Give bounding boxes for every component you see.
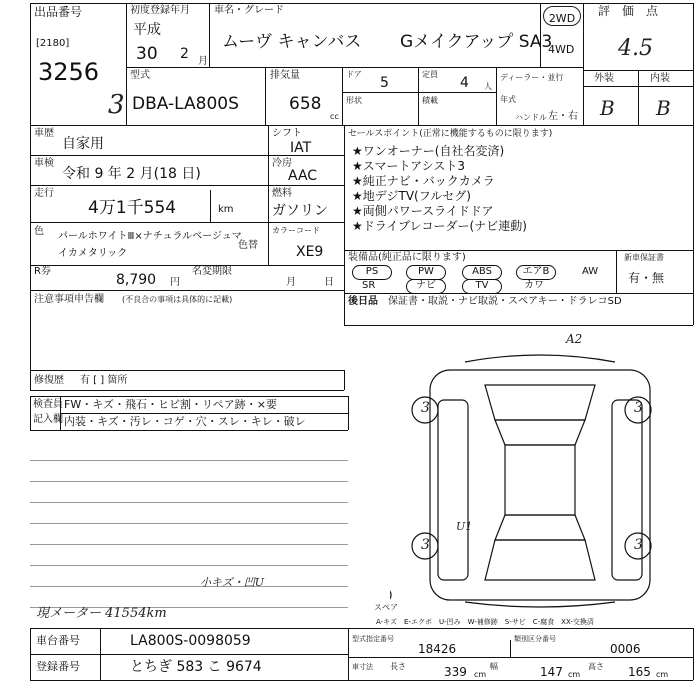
equip-abs: ABS (462, 265, 502, 280)
footer-right (693, 628, 694, 680)
footer-bottom (30, 680, 693, 681)
inspection-label: 車検 (34, 158, 54, 169)
divider-door (342, 67, 343, 125)
equip-tv: TV (462, 279, 502, 294)
sales-point-item: ★ワンオーナー(自社名変済) (352, 144, 505, 158)
inspect-top (30, 396, 348, 397)
caution-sub: (不良合の事項は具体的に記載) (122, 295, 233, 304)
right-block-border (693, 125, 694, 325)
year: 30 (136, 44, 158, 64)
inspect-right (348, 396, 349, 430)
model-label: 車名・グレード (214, 5, 284, 16)
handwritten-note-1: 小キズ・凹U (200, 576, 265, 589)
repair-label: 修復歴 (34, 375, 64, 386)
divider-score (583, 3, 584, 125)
yen-unit: 円 (170, 277, 180, 288)
car-rear-window (495, 515, 585, 540)
line-score-mid (638, 70, 639, 125)
caution-bottom (30, 370, 344, 371)
dims-label: 車寸法 (352, 663, 373, 671)
color-name-1: パールホワイトⅢ×ナチュラルベージュマ (58, 231, 242, 242)
caution-label: 注意事項申告欄 (34, 294, 104, 305)
car-trunk (485, 540, 595, 580)
lot-number: 3256 (38, 58, 100, 86)
cert-value: 18426 (418, 642, 457, 656)
repair-bottom (30, 390, 344, 391)
row-line-2 (30, 185, 344, 186)
divider-lot (126, 3, 127, 125)
divider-dealer (496, 67, 497, 125)
name-change-label: 名変期限 (192, 266, 232, 277)
row-line-4 (30, 265, 344, 266)
car-body-outline (430, 370, 650, 600)
border-top (30, 3, 693, 4)
displacement-label: 排気量 (270, 70, 300, 81)
recycle-fee: 8,790 (116, 272, 157, 288)
height-unit: cm (656, 670, 669, 679)
usage-label: 車歴 (34, 128, 54, 139)
car-roof (505, 445, 575, 515)
month-unit: 月 (198, 56, 208, 67)
damage-mark-top: A2 (566, 332, 583, 346)
fw-row: FW・キズ・飛石・ヒビ割・リペア跡・×要 (64, 398, 277, 411)
height-value: 165 (628, 665, 651, 679)
row-line-3 (30, 222, 344, 223)
sales-point-item: ★ドライブレコーダー(ナビ連動) (352, 219, 527, 233)
sales-bottom (344, 250, 693, 251)
chassis-number: LA800S-0098059 (130, 633, 251, 649)
km-unit: km (218, 204, 234, 215)
class-label: 類別区分番号 (514, 635, 556, 643)
displacement: 658 (289, 94, 322, 114)
equip-leather: カワ (524, 280, 544, 291)
accessories-text: 保証書・取説・ナビ取説・スペアキー・ドラレコSD (388, 296, 622, 307)
damage-legend: A-キズ E-エクボ U-凹み W-補修跡 S-サビ C-腐食 XX-交換済 (376, 618, 594, 626)
km-box-left (210, 190, 211, 222)
sales-point-item: ★純正ナビ・バックカメラ (352, 174, 495, 188)
divider-disp (265, 67, 266, 125)
color-change-label: 色替 (238, 240, 258, 251)
sales-points-list (352, 144, 527, 234)
footer-cert-div (510, 640, 511, 657)
model-name: ムーヴ キャンバス (222, 32, 362, 52)
drive-4wd: 4WD (548, 43, 575, 56)
color-code-label: カラーコード (272, 226, 320, 235)
border-right-top (693, 3, 694, 125)
score-label: 評 価 点 (598, 4, 659, 18)
shift: IAT (290, 140, 312, 156)
damage-mark-rr: 3 (634, 537, 643, 553)
acc-bottom (344, 325, 693, 326)
equip-sr: SR (362, 280, 376, 291)
height-label: 高さ (588, 662, 604, 671)
lot-sub: [2180] (36, 38, 70, 49)
car-rear-bumper (465, 602, 615, 607)
handwritten-note-2: 現メーター 41554km (36, 606, 167, 621)
color-code: XE9 (296, 244, 324, 260)
handle-value: 左・右 (548, 111, 578, 122)
inspect-bottom (30, 430, 348, 431)
equip-airbag: エアB (516, 265, 556, 280)
capacity-unit: 人 (484, 82, 492, 91)
capacity-label: 定員 (422, 70, 438, 79)
divider-model (209, 3, 210, 67)
cert-label: 型式指定番号 (352, 635, 394, 643)
capacity: 4 (460, 75, 469, 91)
cc-unit: cc (330, 112, 339, 121)
length-value: 339 (444, 665, 467, 679)
exterior-grade: B (600, 96, 615, 120)
inspect-mid (60, 413, 348, 414)
handle-label: ハンドル (515, 113, 547, 122)
fuel: ガソリン (272, 203, 328, 219)
car-left-side (438, 400, 468, 580)
recycle-label: R券 (34, 266, 51, 277)
divider-vehicle (268, 125, 269, 265)
line-door-mid (342, 92, 496, 93)
spare-label: スペア (374, 603, 398, 612)
mileage-label: 走行 (34, 188, 54, 199)
border-left (30, 3, 31, 125)
sales-title: セールスポイント(正常に機能するものに限ります) (348, 129, 553, 139)
warranty-value: 有・無 (628, 271, 665, 285)
line-spec-top (126, 67, 583, 68)
line-score-lbl (583, 86, 693, 87)
divider-sales (344, 125, 345, 325)
interior-label: 内装 (650, 73, 670, 84)
inspection-date: 令和 9 年 2 月(18 日) (62, 166, 201, 182)
repair-value: 有 [ ] 箇所 (80, 375, 128, 386)
month-label: 月 (286, 277, 296, 288)
left-block-border (30, 125, 31, 390)
shift-label: シフト (272, 128, 302, 139)
sales-point-item: ★スマートアシスト3 (352, 159, 465, 173)
interior-grade: B (656, 96, 671, 120)
interior-row: 内装・キズ・汚レ・コゲ・穴・スレ・キレ・破レ (64, 415, 306, 428)
score-value: 4.5 (618, 36, 653, 61)
car-front-bumper (465, 355, 615, 362)
day-label: 日 (324, 277, 334, 288)
grade: Gメイクアップ SA3 (400, 32, 553, 52)
model-code: DBA-LA800S (132, 94, 239, 114)
doors: 5 (380, 75, 389, 91)
inspect-label-1: 検査員 (33, 399, 63, 410)
shape-label: 形状 (346, 96, 362, 105)
accessories-label: 後日品 (348, 296, 378, 307)
damage-mark-roof: U1 (456, 520, 473, 533)
equipment-title: 装備品(純正品に限ります) (348, 252, 466, 263)
chassis-label: 車台番号 (36, 634, 80, 647)
equip-navi: ナビ (406, 279, 446, 294)
width-value: 147 (540, 665, 563, 679)
inspect-label-2: 記入欄 (33, 414, 63, 425)
equip-ps: PS (352, 265, 392, 280)
load-label: 積載 (422, 96, 438, 105)
usage: 自家用 (62, 136, 104, 152)
reg-label: 登録番号 (36, 660, 80, 673)
car-windshield (495, 420, 585, 445)
reg-number: とちぎ 583 こ 9674 (130, 659, 262, 675)
model-year-label: 年式 (500, 95, 516, 104)
class-value: 0006 (610, 642, 641, 656)
ac-label: 冷房 (272, 158, 292, 169)
fuel-label: 燃料 (272, 188, 292, 199)
inspect-left (30, 396, 31, 430)
row-line-5 (30, 290, 344, 291)
damage-mark-lr: 3 (421, 537, 430, 553)
length-unit: cm (474, 670, 487, 679)
line-header-bottom (30, 125, 693, 126)
footer-mid (30, 654, 348, 655)
new-car-divider (616, 250, 617, 293)
footer-label-div (100, 628, 101, 680)
damage-mark-rf: 3 (634, 400, 643, 416)
equip-bottom (344, 293, 693, 294)
spare-tire-icon (390, 588, 391, 602)
reg-year-label: 初度登録年月 (130, 5, 190, 16)
equip-pw: PW (406, 265, 446, 280)
footer-right-mid (348, 657, 693, 658)
doors-label: ドア (346, 70, 362, 79)
lot-mark: 3 (108, 90, 125, 120)
model-code-label: 型式 (130, 70, 150, 81)
width-unit: cm (568, 670, 581, 679)
repair-right (344, 370, 345, 390)
drive-2wd-stamp (543, 6, 581, 26)
footer-left (30, 628, 31, 680)
divider-cap (418, 67, 419, 125)
mileage: 4万1千554 (88, 198, 177, 218)
ac: AAC (288, 168, 318, 184)
exterior-label: 外装 (594, 73, 614, 84)
color-name-2: イカメタリック (58, 248, 128, 259)
new-car-label: 新車保証書 (624, 253, 664, 262)
car-hood (485, 385, 595, 420)
drive-2wd: 2WD (548, 12, 576, 25)
sales-point-item: ★地デジTV(フルセグ) (352, 189, 471, 203)
length-label: 長さ (390, 662, 406, 671)
sales-point-item: ★両側パワースライドドア (352, 204, 494, 218)
car-damage-diagram (390, 340, 690, 610)
era: 平成 (133, 22, 161, 38)
footer-center-div (348, 628, 349, 680)
dealer-label: ディーラー・並行 (500, 73, 564, 82)
footer-top (30, 628, 693, 629)
width-label: 幅 (490, 662, 498, 671)
month: 2 (180, 46, 189, 62)
equip-aw: AW (582, 266, 599, 277)
lot-label: 出品番号 (34, 5, 83, 19)
color-label: 色 (34, 226, 44, 237)
ruled-lines (30, 440, 348, 608)
damage-mark-lf: 3 (421, 400, 430, 416)
